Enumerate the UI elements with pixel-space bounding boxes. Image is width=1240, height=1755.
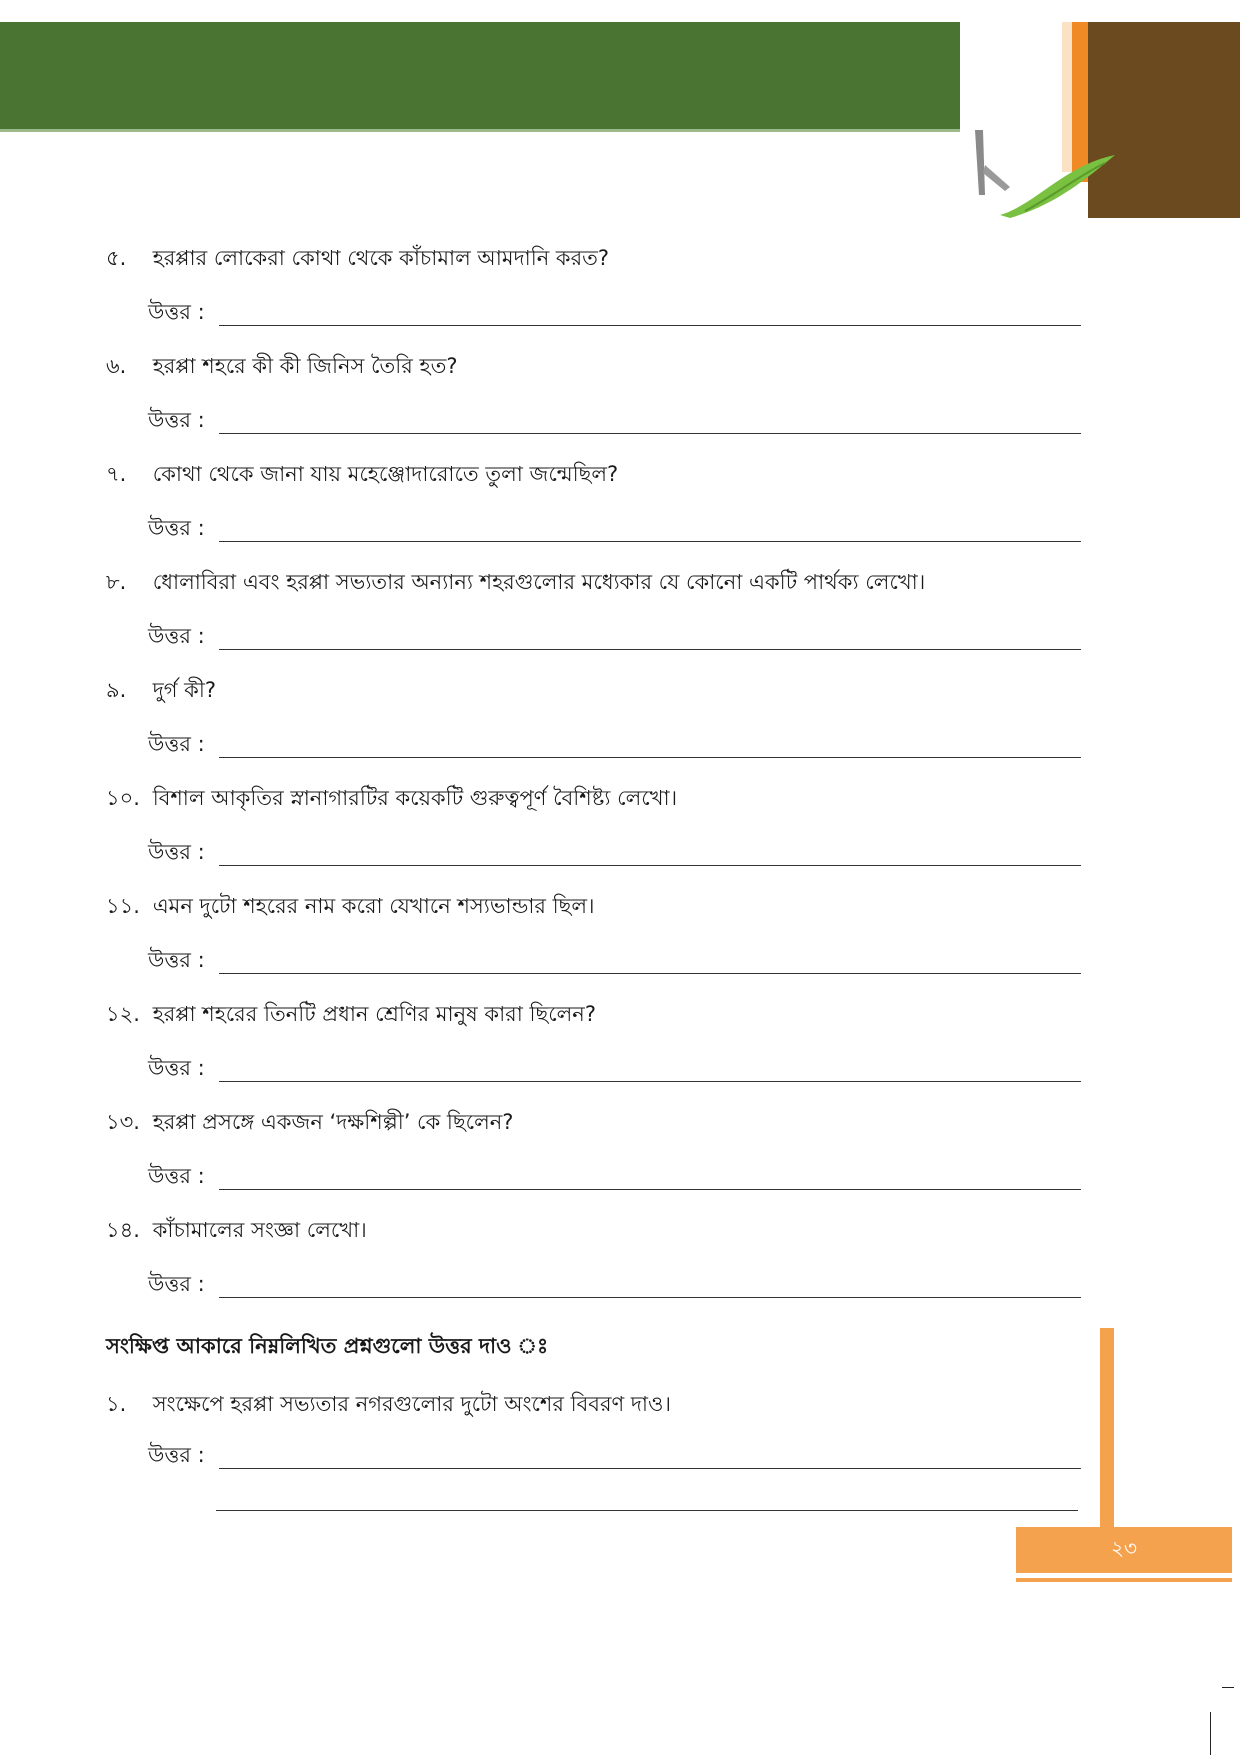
- answer-line[interactable]: [219, 955, 1081, 974]
- short-question-item: [106, 1390, 671, 1418]
- answer-label: উত্তর :: [148, 1164, 205, 1188]
- answer-label: উত্তর :: [148, 408, 205, 432]
- answer-label: উত্তর :: [148, 1272, 205, 1296]
- question-item: [106, 1000, 596, 1028]
- answer-line[interactable]: [219, 739, 1081, 758]
- question-item: [106, 892, 595, 920]
- page-tab-underline: [1016, 1578, 1232, 1582]
- answer-label: উত্তর :: [148, 840, 205, 864]
- answer-label: উত্তর :: [148, 1443, 205, 1467]
- question-number: ১৪.: [106, 1218, 140, 1242]
- answer-label: উত্তর :: [148, 732, 205, 756]
- question-number: ৭.: [106, 462, 127, 486]
- answer-label: উত্তর :: [148, 300, 205, 324]
- question-text: হরপ্পার লোকেরা কোথা থেকে কাঁচামাল আমদানি করত?: [152, 246, 610, 270]
- answer-row: [148, 1441, 1081, 1469]
- answer-line[interactable]: [219, 1063, 1081, 1082]
- question-text: কাঁচামালের সংজ্ঞা লেখো।: [152, 1218, 367, 1242]
- section-heading: সংক্ষিপ্ত আকারে নিম্নলিখিত প্রশ্নগুলো উত্তর দাও ঃ: [106, 1334, 549, 1358]
- question-number: ১১.: [106, 894, 140, 918]
- answer-row: [148, 946, 1081, 974]
- question-number: ১৩.: [106, 1110, 140, 1134]
- question-item: [106, 352, 457, 380]
- answer-label: উত্তর :: [148, 1056, 205, 1080]
- answer-label: উত্তর :: [148, 948, 205, 972]
- question-number: ৯.: [106, 678, 127, 702]
- answer-line[interactable]: [219, 1450, 1081, 1469]
- question-item: [106, 1108, 513, 1136]
- page-side-rail: [1100, 1328, 1114, 1530]
- question-text: কোথা থেকে জানা যায় মহেঞ্জোদারোতে তুলা জন্মেছিল?: [152, 462, 619, 486]
- answer-line[interactable]: [219, 1279, 1081, 1298]
- answer-row: [148, 298, 1081, 326]
- header-banner: [0, 22, 960, 129]
- answer-row: [148, 730, 1081, 758]
- question-text: ধোলাবিরা এবং হরপ্পা সভ্যতার অন্যান্য শহরগুলোর মধ্যেকার যে কোনো একটি পার্থক্য লেখো।: [152, 570, 926, 594]
- question-number: ৬.: [106, 354, 127, 378]
- question-number: ৫.: [106, 246, 127, 270]
- answer-row: [148, 514, 1081, 542]
- question-text: এমন দুটো শহরের নাম করো যেখানে শস্যভান্ডার ছিল।: [152, 894, 595, 918]
- answer-line[interactable]: [219, 631, 1081, 650]
- question-item: [106, 784, 677, 812]
- answer-row: [148, 622, 1081, 650]
- answer-line[interactable]: [219, 307, 1081, 326]
- answer-label: উত্তর :: [148, 624, 205, 648]
- question-number: ১.: [106, 1392, 127, 1416]
- answer-line[interactable]: [219, 523, 1081, 542]
- question-text: হরপ্পা শহরের তিনটি প্রধান শ্রেণির মানুষ কারা ছিলেন?: [152, 1002, 596, 1026]
- question-number: ১২.: [106, 1002, 140, 1026]
- question-item: [106, 1216, 367, 1244]
- question-item: [106, 244, 609, 272]
- question-number: ১০.: [106, 786, 140, 810]
- crop-mark: [1210, 1712, 1211, 1755]
- answer-row: [148, 1054, 1081, 1082]
- question-text: বিশাল আকৃতির স্নানাগারটির কয়েকটি গুরুত্বপূর্ণ বৈশিষ্ট্য লেখো।: [152, 786, 678, 810]
- page-number: ২৩: [1016, 1527, 1232, 1573]
- question-text: হরপ্পা শহরে কী কী জিনিস তৈরি হত?: [152, 354, 458, 378]
- answer-row: [148, 1270, 1081, 1298]
- answer-line[interactable]: [219, 847, 1081, 866]
- question-number: ৮.: [106, 570, 127, 594]
- crop-mark: [1222, 1687, 1234, 1688]
- question-text: সংক্ষেপে হরপ্পা সভ্যতার নগরগুলোর দুটো অংশের বিবরণ দাও।: [152, 1392, 671, 1416]
- answer-row: [148, 406, 1081, 434]
- question-text: হরপ্পা প্রসঙ্গে একজন ‘দক্ষশিল্পী’ কে ছিলেন?: [152, 1110, 514, 1134]
- answer-label: উত্তর :: [148, 516, 205, 540]
- answer-line[interactable]: [219, 415, 1081, 434]
- question-text: দুর্গ কী?: [152, 678, 217, 702]
- answer-row: [148, 1162, 1081, 1190]
- quill-leaf-icon: [965, 125, 1145, 225]
- question-item: [106, 676, 216, 704]
- answer-row: [148, 838, 1081, 866]
- question-item: [106, 568, 925, 596]
- answer-line-continuation[interactable]: [216, 1510, 1078, 1511]
- answer-line[interactable]: [219, 1171, 1081, 1190]
- question-item: [106, 460, 618, 488]
